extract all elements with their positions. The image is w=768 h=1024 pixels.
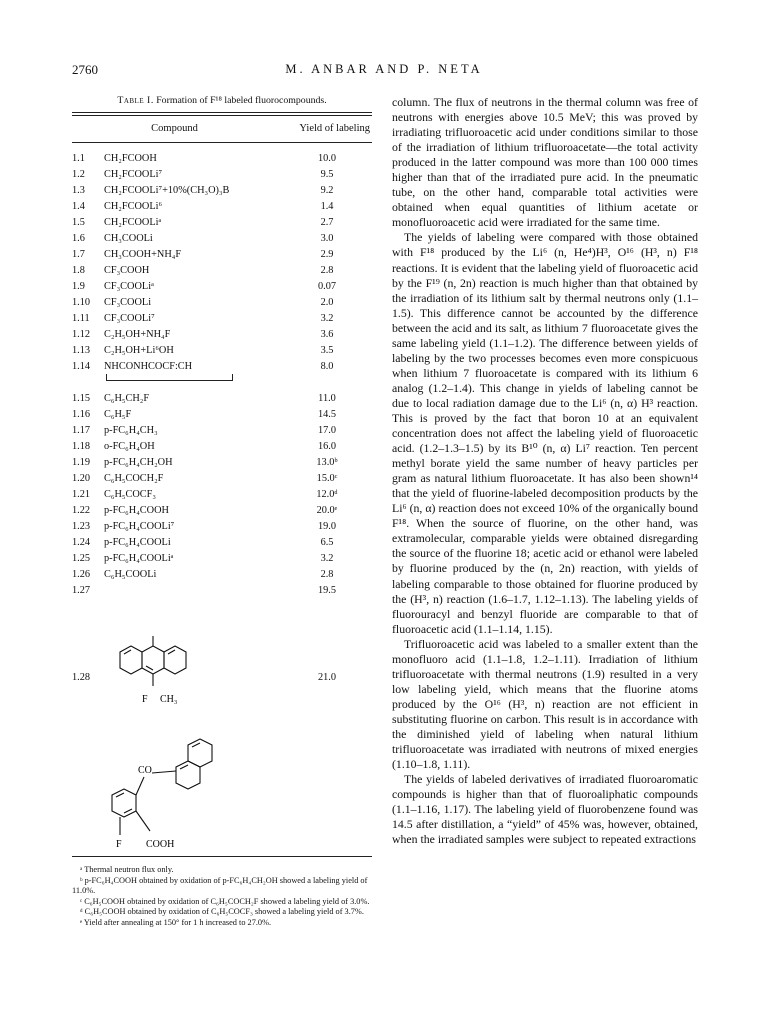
row-yield: 20.0ᵉ [316, 505, 338, 516]
row-number: 1.2 [72, 169, 85, 180]
table-row [72, 503, 372, 519]
table-footnotes [72, 856, 372, 929]
row-yield: 2.0 [320, 297, 334, 308]
body-text-column [392, 95, 698, 847]
table-header [72, 116, 372, 142]
table-title: Formation of F¹⁸ labeled fluorocompounds. [156, 95, 327, 106]
footnote-a: ᵃ Thermal neutron flux only. [80, 865, 174, 874]
row-number: 1.21 [72, 489, 91, 500]
table-row [72, 391, 372, 407]
table-row [72, 471, 372, 487]
table-header-rule [72, 142, 372, 143]
row-yield: 9.2 [320, 185, 334, 196]
row-compound: o-FC₆H₄OH [104, 441, 155, 452]
row-number: 1.14 [72, 361, 91, 372]
row-number: 1.19 [72, 457, 91, 468]
row-compound: NHCONHCOCF:CH [104, 361, 193, 372]
table-row [72, 439, 372, 455]
row-compound: p-FC₆H₄COOH [104, 505, 169, 516]
table-row [72, 455, 372, 471]
row-compound: CH₂FCOOLi⁶ [104, 201, 163, 212]
row-yield: 8.0 [320, 361, 334, 372]
running-head: M. ANBAR AND P. NETA [285, 62, 483, 76]
row-yield: 11.0 [318, 393, 336, 404]
row-number: 1.27 [72, 585, 91, 596]
row-yield: 14.5 [317, 409, 337, 420]
row-number: 1.10 [72, 297, 91, 308]
row-yield: 0.07 [317, 281, 337, 292]
page-number: 2760 [72, 62, 98, 77]
table-row [72, 151, 372, 167]
row-number: 1.17 [72, 425, 91, 436]
row-yield: 9.5 [320, 169, 334, 180]
row-number: 1.22 [72, 505, 91, 516]
paragraph-2: The yields of labeling were compared with those obtained with F¹⁸ produced by the Li⁶ (n, He⁴)H³, O¹⁶ (H³, n) F¹⁸ reactions. It is evident that the labeling yield of fluoroacetic acid by the F¹⁹ (n, 2n) reaction is much higher than that obtained by the irradiation of its lithium salt by thermal neutrons only (1.1–1.5). This difference cannot be accounted by the difference between the acid and its salt, as lithium 7 fluoroacetate gives the same labeling yield (1.1–1.2). The difference between yields of labeling by the two processes becomes even more conspicuous when lithium 7 fluoroacetate is compared with its lithium 6 analog (1.2–1.4). This change in yields of labeling cannot be due to local radiation damage due to the Li⁶ (n, α) H³ reaction. This is proved by the fact that boron 10 at an equivalent concentration does not affect the labeling yield of fluoroacetic acid. (1.2–1.3–1.5) by its B¹⁰ (n, α) Li⁷ reaction. Ten percent methyl borate yield the same number of heavy particles per gram as natural lithium fluoroacetate. It has also been shown¹⁴ that the yield of fluorine-labeled decomposition products by the Li⁶ (n, α) reaction does not exceed 10% of the organically bound F¹⁸. When the source of fluorine, on the other hand, was extramolecular, comparable yields were obtained disregarding the source of the fluorine 18; acetic acid or ethanol were labeled by fluorine produced by the (n, 2n) reaction, with yields of labeling comparable to those obtained for fluorine produced by the (H³, n) reaction (1.6–1.7, 1.12–1.13). The labeling yields of fluorouracyl and benzyl fluoride are comparable to that of fluoroacetic acid (1.1–1.14, 1.15). [392, 230, 698, 636]
table-row [72, 295, 372, 311]
table-row [72, 567, 372, 583]
row-yield: 3.2 [320, 553, 334, 564]
row-number: 1.24 [72, 537, 91, 548]
table-row [72, 551, 372, 567]
row-number: 1.3 [72, 185, 85, 196]
row-yield: 2.9 [320, 249, 334, 260]
row-yield: 19.0 [317, 521, 337, 532]
row-number: 1.23 [72, 521, 91, 532]
row-yield: 2.7 [320, 217, 334, 228]
row-number: 1.8 [72, 265, 85, 276]
header-yield: Yield of labeling [299, 123, 370, 134]
row-number: 1.5 [72, 217, 85, 228]
row-compound: CH₃COOH+NH₄F [104, 249, 182, 260]
table-row [72, 487, 372, 503]
table-row [72, 247, 372, 263]
table-row [72, 279, 372, 295]
footnote-b: ᵇ p-FC₆H₄COOH obtained by oxidation of p-FC₆H₄CH₂OH showed a labeling yield of 11.0%. [72, 875, 368, 896]
row-yield: 1.4 [320, 201, 334, 212]
row-compound: p-FC₆H₄CH₃ [104, 425, 158, 436]
row-compound: p-FC₆H₄COOLi⁷ [104, 521, 175, 532]
row-yield: 6.5 [320, 537, 334, 548]
row-compound: p-FC₆H₄CH₂OH [104, 457, 173, 468]
row-compound: C₂H₅OH+NH₄F [104, 329, 171, 340]
row-yield: 19.5 [317, 585, 337, 596]
table-row [72, 199, 372, 215]
ring-closure-bracket [106, 374, 233, 381]
row-compound: CH₂FCOOLi⁷+10%(CH₃O)₃B [104, 185, 230, 196]
row-compound: C₆H₅CH₂F [104, 393, 150, 404]
struct1-f-label: F [142, 694, 148, 705]
footnote-e: ᵉ Yield after annealing at 150° for 1 h increased to 27.0%. [80, 917, 272, 927]
row-number: 1.11 [72, 313, 90, 324]
table-row [72, 535, 372, 551]
row-yield: 3.5 [320, 345, 334, 356]
table-row [72, 231, 372, 247]
row-yield: 17.0 [317, 425, 337, 436]
row-number: 1.12 [72, 329, 91, 340]
row-number: 1.25 [72, 553, 91, 564]
row-number: 1.28 [72, 672, 91, 683]
footnote-rule [72, 856, 372, 857]
table-row [72, 359, 372, 375]
row-compound: p-FC₆H₄COOLi [104, 537, 171, 548]
row-yield: 12.0ᵈ [316, 489, 338, 500]
table-row [72, 167, 372, 183]
row-compound: CF₃COOH [104, 265, 150, 276]
table-row [72, 263, 372, 279]
row-compound: C₆H₅F [104, 409, 132, 420]
row-compound: C₆H₅COCH₂F [104, 473, 164, 484]
table-1 [72, 95, 372, 683]
row-compound: CH₂FCOOLiᵃ [104, 217, 162, 228]
row-yield: 3.0 [320, 233, 334, 244]
table-row [72, 327, 372, 343]
row-number: 1.4 [72, 201, 85, 212]
row-yield: 21.0 [317, 672, 337, 683]
row-yield: 2.8 [320, 265, 334, 276]
row-number: 1.16 [72, 409, 91, 420]
row-compound: CH₂FCOOLi⁷ [104, 169, 163, 180]
footnote-d: ᵈ C₆H₅COOH obtained by oxidation of C₆H₅COCF₃ showed a labeling yield of 3.7%. [80, 907, 364, 917]
table-row [72, 519, 372, 535]
table-row [72, 343, 372, 359]
row-number: 1.9 [72, 281, 85, 292]
row-number: 1.26 [72, 569, 91, 580]
row-compound: p-FC₆H₄COOLiᵃ [104, 553, 174, 564]
paragraph-1: column. The flux of neutrons in the thermal column was free of neutrons with energies above 10.5 MeV; this was proved by irradiating trifluoroacetic acid under conditions similar to those of the irradiation of lithium trifluoroacetate—the total activity produced in the latter compound was more than 100 000 times higher than that of the irradiated pure acid. In the pneumatic tube, on the other hand, comparable total activities were obtained when equal quantities of lithium acetate or monofluoroacetic acid were irradiated for the same time. [392, 95, 698, 230]
struct2-co-label: CO [138, 765, 152, 776]
row-compound: C₆H₅COOLi [104, 569, 157, 580]
struct2-f-label: F [116, 839, 122, 850]
table-label: Table I. [117, 95, 154, 106]
row-yield: 16.0 [317, 441, 337, 452]
header-compound: Compound [151, 123, 198, 134]
row-compound: CH₂FCOOH [104, 153, 157, 164]
struct-fluorobenzoyl-naphthoic-acid [100, 735, 260, 855]
row-compound: CF₃COOLiᵃ [104, 281, 154, 292]
row-compound: CF₃COOLi⁷ [104, 313, 155, 324]
footnote-c: ᶜ C₆H₅COOH obtained by oxidation of C₆H₅COCH₂F showed a labeling yield of 3.0%. [80, 896, 370, 906]
table-row [72, 583, 372, 599]
row-yield: 3.6 [320, 329, 334, 340]
row-number: 1.18 [72, 441, 91, 452]
table-caption [72, 95, 372, 106]
row-yield: 3.2 [320, 313, 334, 324]
row-number: 1.1 [72, 153, 85, 164]
row-yield: 15.0ᶜ [316, 473, 338, 484]
struct-fluoromethylanthracene [100, 630, 220, 735]
row-compound: CH₃COOLi [104, 233, 153, 244]
row-yield: 10.0 [317, 153, 337, 164]
row-number: 1.15 [72, 393, 91, 404]
table-row [72, 423, 372, 439]
row-yield: 13.0ᵇ [316, 457, 338, 468]
row-compound: C₆H₅COCF₃ [104, 489, 156, 500]
table-row [72, 407, 372, 423]
paragraph-4: The yields of labeled derivatives of irradiated fluoroaromatic compounds is higher than that of fluoroaliphatic compounds (1.1–1.16, 1.17). The labeling yield of fluorobenzene found was 14.5 after distillation, a “yield” of 45% was, however, obtained, when the irradiated samples were subject to repeated extractions [392, 772, 698, 847]
table-row [72, 215, 372, 231]
table-row [72, 183, 372, 199]
row-number: 1.6 [72, 233, 85, 244]
row-compound: C₂H₅OH+Li⁶OH [104, 345, 174, 356]
row-number: 1.7 [72, 249, 85, 260]
row-compound: CF₃COOLi [104, 297, 152, 308]
struct2-cooh-label: COOH [146, 839, 175, 850]
row-number: 1.20 [72, 473, 91, 484]
struct1-ch3-label: CH₃ [160, 694, 178, 705]
paragraph-3: Trifluoroacetic acid was labeled to a smaller extent than the monofluoro acid (1.1–1.8, 1.2–1.11). Irradiation of lithium trifluoroacetate with thermal neutrons (1.9) resulted in a very low labeling yield, which means that the fluorine atoms produced by the O¹⁶ (H³, n) reaction are not efficient in substituting fluorine on carbon. This result is in accordance with the diminished yield of labeling when natural lithium trifluoroacetate was irradiated with neutrons of mixed energies (1.10–1.8, 1.11). [392, 636, 698, 772]
row-yield: 2.8 [320, 569, 334, 580]
row-number: 1.13 [72, 345, 91, 356]
table-row [72, 311, 372, 327]
